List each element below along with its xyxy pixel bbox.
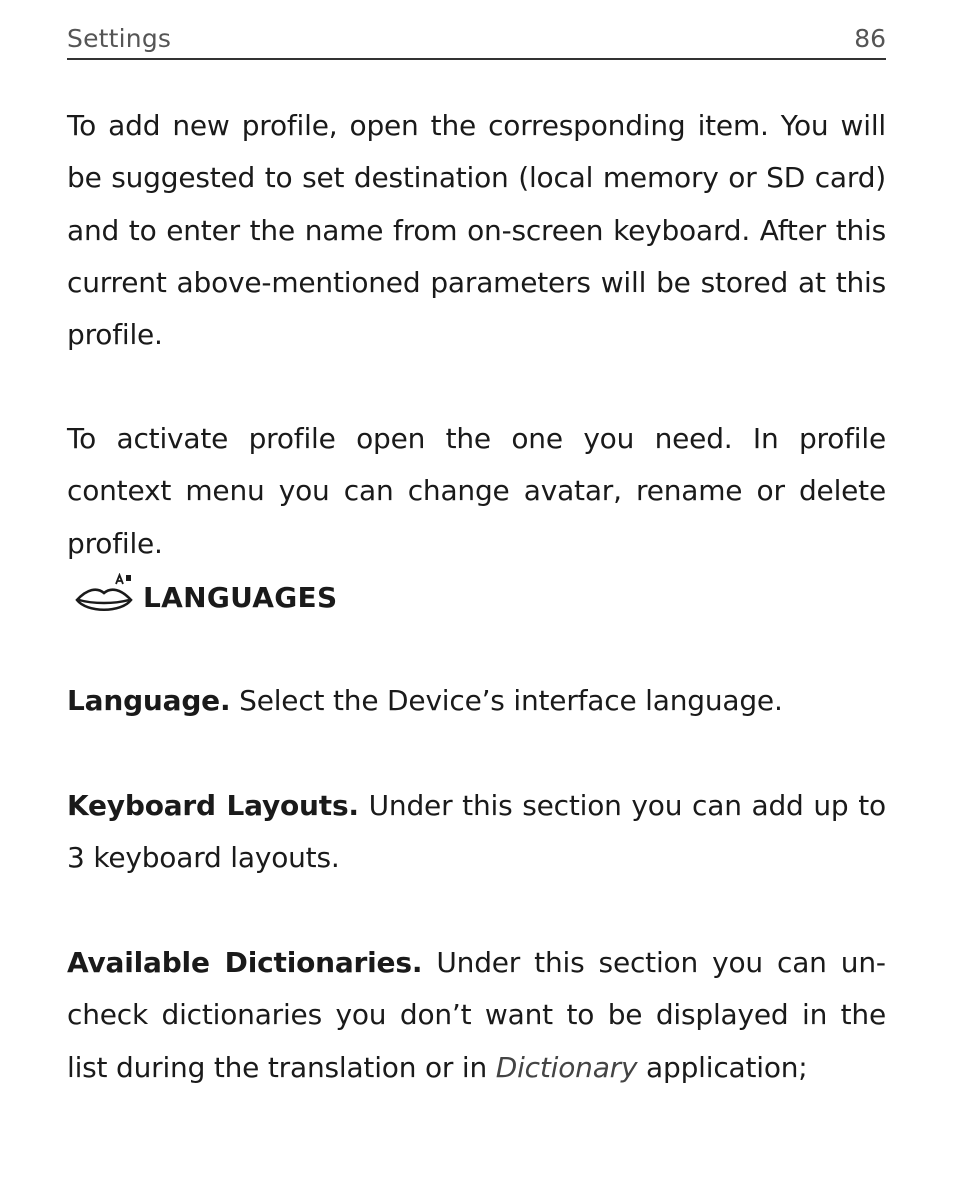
available-dictionaries-text-end: application; bbox=[637, 1050, 808, 1084]
keyboard-layouts-label: Keyboard Layouts. bbox=[67, 789, 359, 822]
keyboard-layouts-item bbox=[67, 780, 886, 885]
section-title: LANGUAGES bbox=[143, 580, 338, 614]
languages-heading bbox=[75, 566, 337, 626]
dictionary-app-name: Dictionary bbox=[495, 1050, 638, 1084]
lips-language-icon bbox=[75, 573, 133, 619]
add-profile-paragraph: To add new profile, open the corresponding item. You will be suggested to set destination (local memory or SD card) and to enter the name from on-screen keyboard. After this current above-mentioned parameters will be stored at this profile. bbox=[67, 109, 886, 352]
available-dictionaries-item bbox=[67, 937, 886, 1094]
running-head-section: Settings bbox=[67, 24, 172, 53]
available-dictionaries-label: Available Dictionaries. bbox=[67, 946, 423, 979]
language-item bbox=[67, 675, 886, 727]
page-header bbox=[67, 22, 886, 60]
page-number: 86 bbox=[854, 24, 886, 53]
language-item-text: Select the Device’s interface language. bbox=[230, 684, 783, 717]
language-item-label: Language. bbox=[67, 684, 231, 717]
available-dictionaries-text: Under this section you can uncheck dictionaries you don’t want to be displayed in the list during the translation or in bbox=[67, 946, 886, 1084]
keyboard-layouts-text: Under this section you can add up to 3 keyboard layouts. bbox=[67, 789, 886, 875]
activate-profile-paragraph: To activate profile open the one you need. In profile context menu you can change avatar, rename or delete profile. bbox=[67, 422, 886, 560]
